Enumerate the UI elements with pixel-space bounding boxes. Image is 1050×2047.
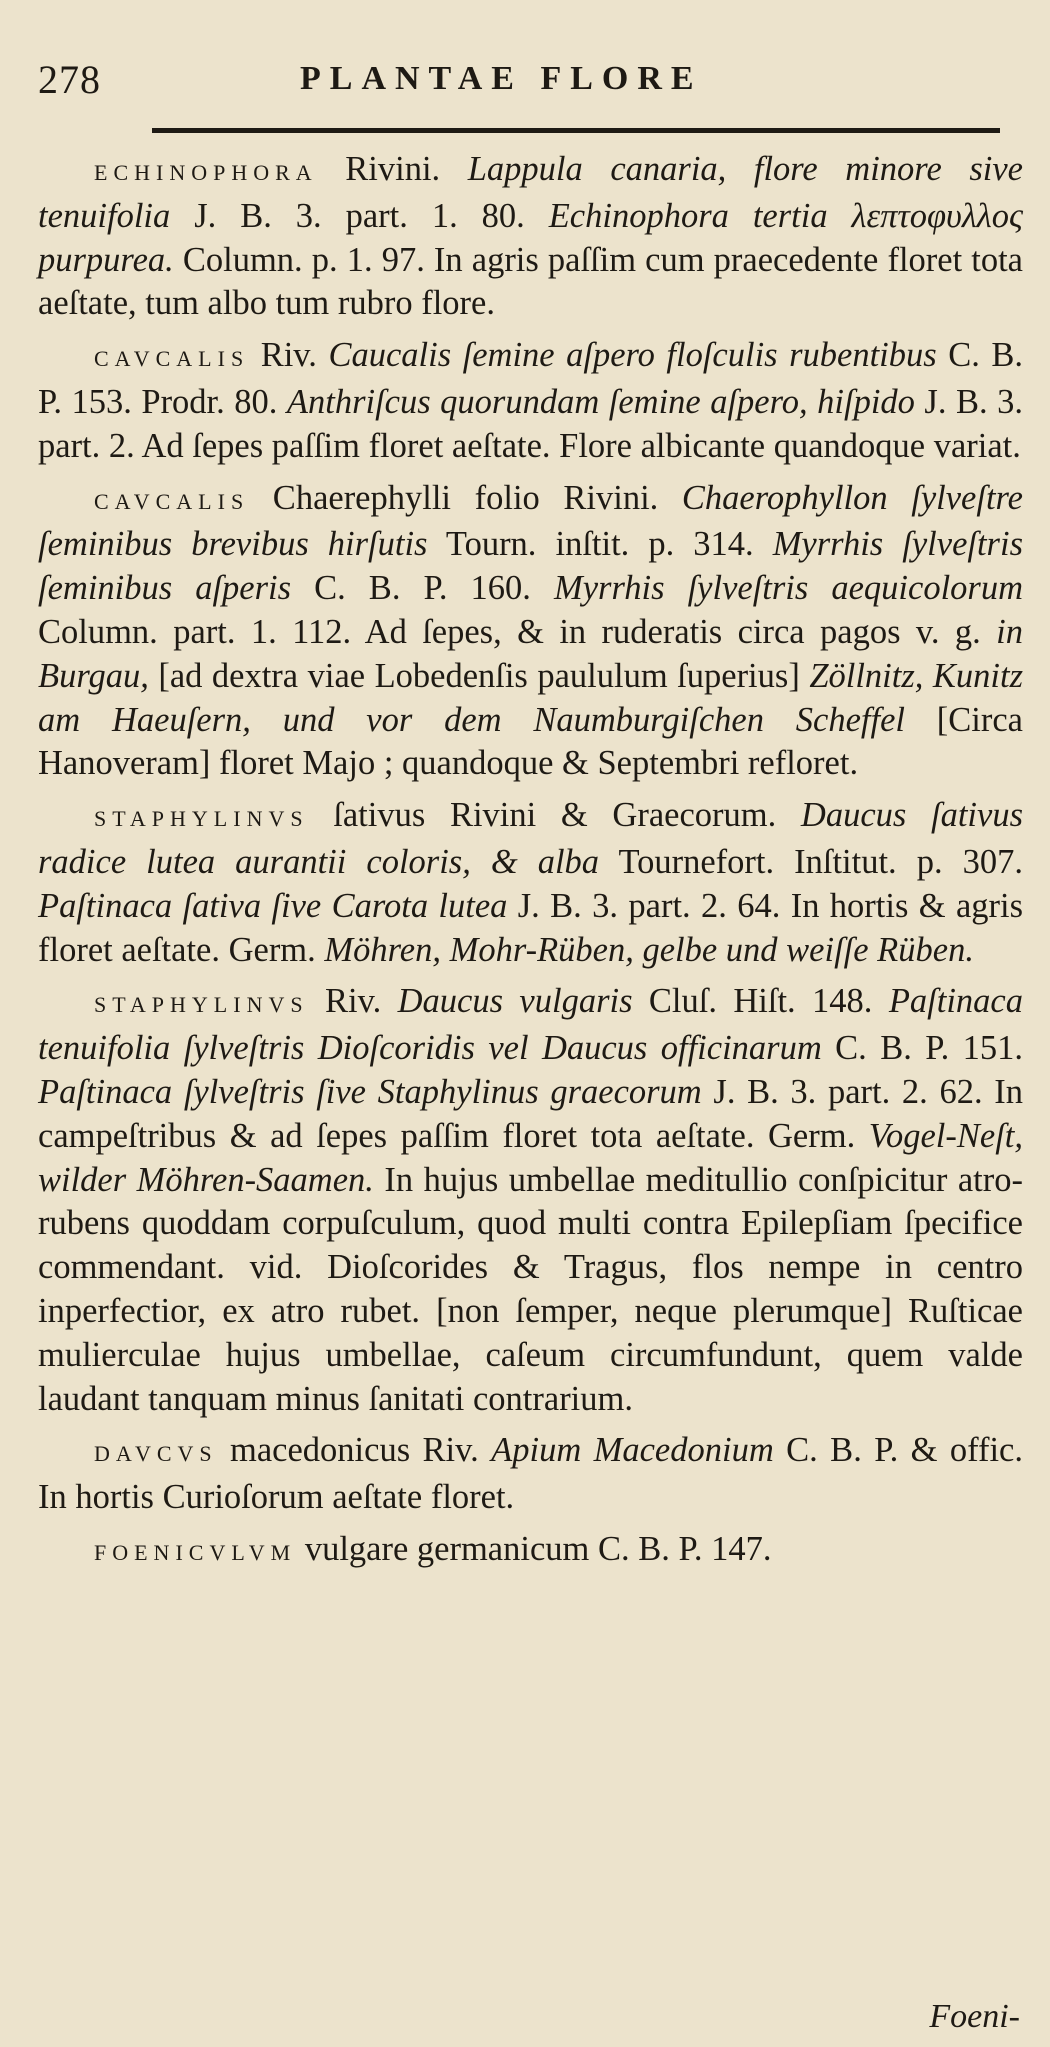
- running-head: PLANTAE FLORE: [300, 60, 703, 97]
- entry-italic-text: Paſtinaca tenuifolia ſylveſtris Dioſcoridis vel Daucus officinarum: [38, 982, 1023, 1068]
- entry-text: Column. part. 1. 112. Ad ſepes, & in ruderatis circa pagos v. g.: [38, 612, 997, 651]
- entry-italic-text: Daucus vulgaris: [397, 982, 633, 1021]
- entry-text: Riv.: [249, 336, 329, 375]
- entry-text: Tournefort. Inſtitut. p. 307.: [599, 842, 1023, 881]
- entry-text: macedonicus Riv.: [217, 1431, 492, 1470]
- entry-text: J. B. 3. part. 2. 64. In hortis & agris floret aeſtate. Germ.: [38, 886, 1024, 969]
- entry-italic-text: Lappula canaria, flore minore sive tenuifolia: [38, 150, 1023, 235]
- entry-text: J. B. 3. part. 1. 80.: [170, 196, 549, 235]
- plant-entry: [38, 980, 1023, 1421]
- entry-italic-text: Daucus ſativus radice lutea aurantii coloris, & alba: [38, 796, 1023, 881]
- entry-headword: STAPHYLINVS: [94, 806, 309, 832]
- entry-headword: ECHINOPHORA: [94, 160, 318, 185]
- entry-text: C. B. P. 151.: [821, 1029, 1023, 1068]
- entry-headword: CAVCALIS: [94, 488, 250, 514]
- catchword: Foeni-: [929, 1998, 1020, 2035]
- entry-text: Tourn. inſtit. p. 314.: [427, 525, 773, 564]
- entry-italic-text: Möhren, Mohr-Rüben, gelbe und weiſſe Rüben.: [324, 930, 974, 969]
- entry-text: vulgare germanicum C. B. P. 147.: [296, 1529, 772, 1568]
- entry-italic-text: Myrrhis ſylveſtris aequicolorum: [553, 569, 1023, 608]
- entry-text: Cluſ. Hiſt. 148.: [632, 982, 889, 1021]
- entry-text: Chaerephylli folio Rivini.: [249, 478, 682, 517]
- entry-italic-text: Myrrhis ſylveſtris ſeminibus aſperis: [38, 525, 1023, 608]
- entry-text: Column. p. 1. 97. In agris paſſim cum praecedente floret tota aeſtate, tum albo tum rubro flore.: [38, 240, 1023, 323]
- entry-text: J. B. 3. part. 2. 62. In campeſtribus & ad ſepes paſſim floret tota aeſtate. Germ.: [38, 1072, 1023, 1155]
- entry-italic-text: Paſtinaca ſativa ſive Carota lutea: [38, 886, 508, 925]
- entry-text: Riv.: [308, 982, 398, 1021]
- entry-headword: CAVCALIS: [94, 346, 250, 372]
- plant-entry: [38, 334, 1023, 468]
- entry-text: Rivini.: [317, 150, 468, 188]
- entry-italic-text: Vogel-Neſt, wilder Möhren-Saamen.: [38, 1116, 1023, 1199]
- entry-italic-text: Apium Macedonium: [491, 1431, 774, 1470]
- entry-italic-text: Caucalis ſemine aſpero floſculis rubentibus: [328, 336, 937, 375]
- page-header: [38, 56, 1008, 116]
- entry-italic-text: Anthriſcus quorundam ſemine aſpero, hiſpido: [286, 382, 915, 421]
- entry-text: ſativus Rivini & Graecorum.: [308, 796, 801, 835]
- entries-body: [38, 148, 1023, 1583]
- entry-text: [Circa Hanoveram] floret Majo ; quandoque & Septembri refloret.: [38, 700, 1023, 783]
- plant-entry: [38, 1429, 1023, 1520]
- entry-headword: STAPHYLINVS: [94, 992, 309, 1018]
- entry-text: C. B. P. & offic. In hortis Curioſorum aeſtate floret.: [38, 1431, 1023, 1517]
- plant-entry: [38, 148, 1023, 326]
- plant-entry: [38, 477, 1023, 787]
- plant-entry: [38, 794, 1023, 972]
- plant-entry: [38, 1528, 1023, 1575]
- entry-headword: DAVCVS: [94, 1441, 218, 1467]
- entry-text: In hujus umbellae meditullio conſpicitur atro-rubens quoddam corpuſculum, quod multi contra Epilepſiam ſpecifice commendant. vid. Dioſcorides & Tragus, flos nempe in centro inperfectior, ex atro rubet. [non ſemper, neque plerumque] Ruſticae mulierculae hujus umbellae, caſeum circumfundunt, quem valde laudant tanquam minus ſanitati contrarium.: [38, 1160, 1023, 1418]
- entry-italic-text: in Burgau,: [38, 612, 1023, 695]
- entry-headword: FOENICVLVM: [94, 1539, 297, 1565]
- entry-text: J. B. 3. part. 2. Ad ſepes paſſim floret aeſtate. Flore albicante quandoque variat.: [38, 382, 1023, 465]
- entry-italic-text: Paſtinaca ſylveſtris ſive Staphylinus graecorum: [38, 1072, 702, 1111]
- entry-italic-text: Echinophora tertia λεπτοφυλλος purpurea.: [38, 196, 1023, 279]
- page-number: 278: [38, 57, 101, 102]
- entry-text: C. B. P. 153. Prodr. 80.: [38, 336, 1023, 421]
- header-rule: [152, 128, 1000, 133]
- entry-italic-text: Chaerophyllon ſylveſtre ſeminibus brevibus hirſutis: [38, 478, 1023, 564]
- entry-text: C. B. P. 160.: [291, 569, 554, 608]
- entry-text: [ad dextra viae Lobedenſis paululum ſuperius]: [148, 656, 810, 695]
- entry-italic-text: Zöllnitz, Kunitz am Haeuſern, und vor dem Naumburgiſchen Scheffel: [38, 656, 1023, 739]
